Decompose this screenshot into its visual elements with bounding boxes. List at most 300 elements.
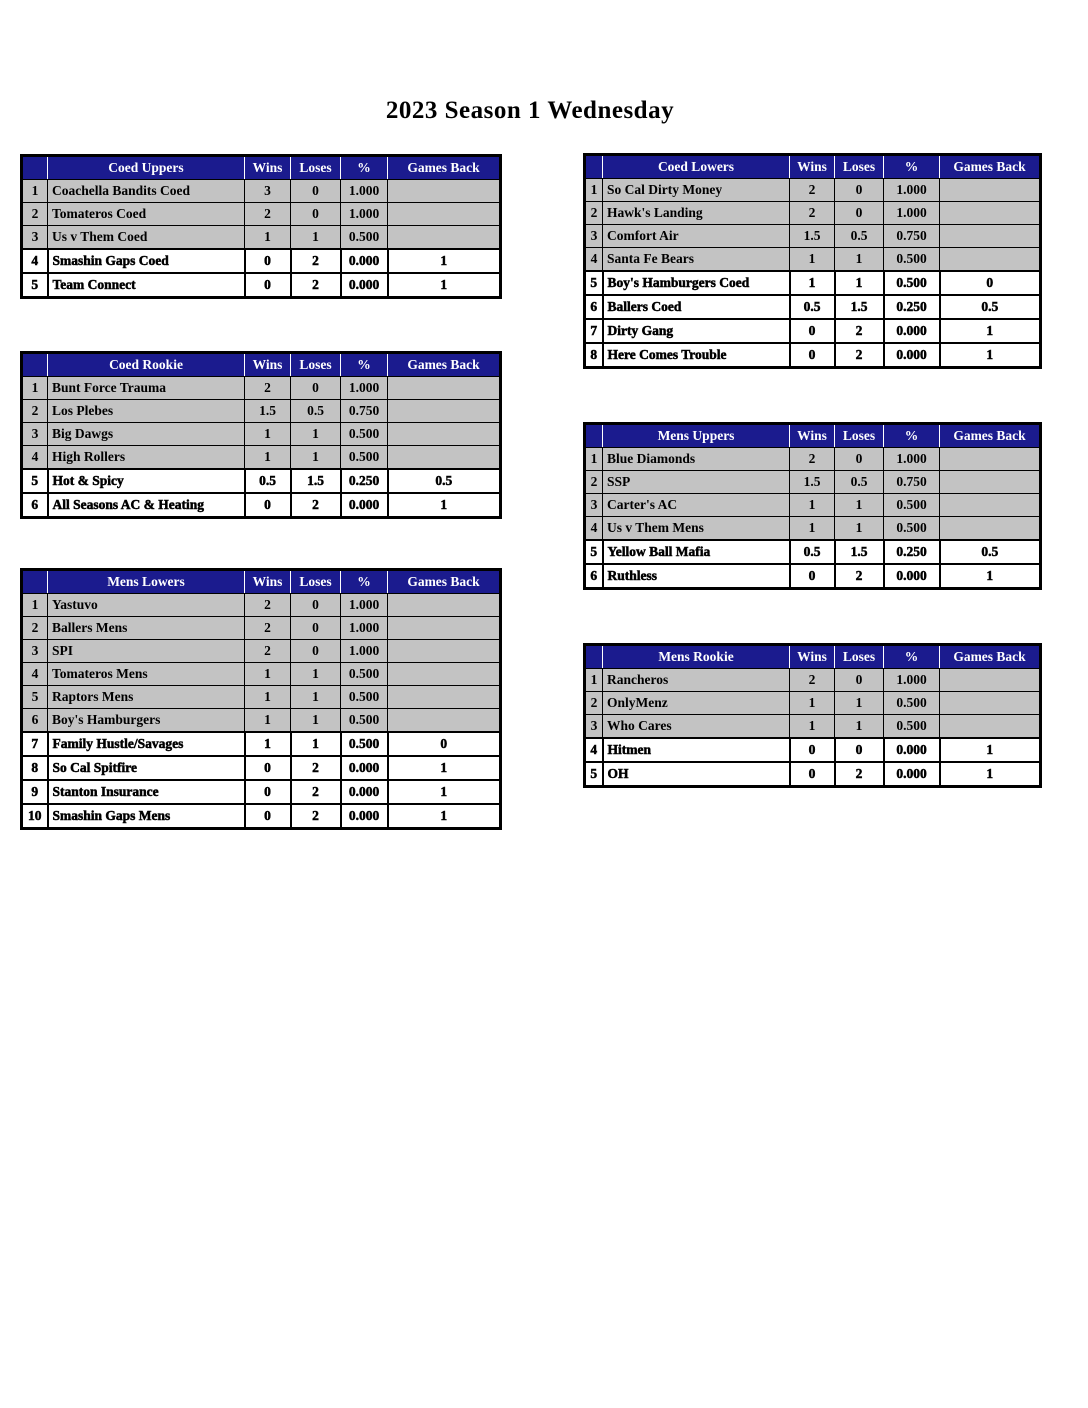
division-title: Coed Lowers bbox=[603, 155, 790, 179]
table-row bbox=[22, 203, 501, 226]
wins-value: 0.5 bbox=[790, 295, 835, 319]
row-rank: 7 bbox=[585, 319, 603, 343]
table-row bbox=[22, 617, 501, 640]
games-back-value bbox=[940, 715, 1041, 739]
row-rank: 9 bbox=[22, 780, 48, 804]
wins-value: 1 bbox=[245, 446, 291, 470]
header-row bbox=[22, 353, 501, 377]
games-back-header: Games Back bbox=[940, 645, 1041, 669]
games-back-value bbox=[388, 203, 501, 226]
row-rank: 3 bbox=[22, 640, 48, 663]
loses-value: 2 bbox=[835, 343, 884, 368]
table-row bbox=[22, 780, 501, 804]
table-row bbox=[22, 709, 501, 733]
loses-value: 1 bbox=[835, 271, 884, 295]
wins-value: 0 bbox=[245, 804, 291, 829]
loses-header: Loses bbox=[835, 155, 884, 179]
loses-value: 2 bbox=[291, 804, 341, 829]
row-rank: 1 bbox=[22, 180, 48, 203]
games-back-value: 1 bbox=[940, 738, 1041, 762]
team-name: Stanton Insurance bbox=[48, 780, 245, 804]
team-name: Coachella Bandits Coed bbox=[48, 180, 245, 203]
wins-value: 0 bbox=[245, 756, 291, 780]
table-row bbox=[22, 273, 501, 298]
header-row bbox=[585, 424, 1041, 448]
wins-header: Wins bbox=[790, 645, 835, 669]
loses-value: 0 bbox=[835, 202, 884, 225]
loses-value: 0 bbox=[835, 738, 884, 762]
division-title: Mens Lowers bbox=[48, 570, 245, 594]
loses-value: 2 bbox=[291, 249, 341, 273]
wins-value: 0 bbox=[790, 564, 835, 589]
pct-value: 0.500 bbox=[341, 226, 388, 250]
team-name: Us v Them Coed bbox=[48, 226, 245, 250]
games-back-value bbox=[940, 179, 1041, 202]
standings-table-mens-lowers bbox=[20, 568, 502, 830]
games-back-header: Games Back bbox=[388, 156, 501, 180]
games-back-value: 1 bbox=[940, 319, 1041, 343]
pct-value: 0.000 bbox=[884, 738, 940, 762]
team-name: SSP bbox=[603, 471, 790, 494]
loses-value: 0.5 bbox=[835, 471, 884, 494]
team-name: Raptors Mens bbox=[48, 686, 245, 709]
pct-header: % bbox=[341, 353, 388, 377]
loses-value: 1.5 bbox=[835, 295, 884, 319]
loses-value: 2 bbox=[291, 780, 341, 804]
wins-value: 3 bbox=[245, 180, 291, 203]
row-rank: 5 bbox=[22, 686, 48, 709]
standings-table-coed-rookie bbox=[20, 351, 502, 519]
games-back-value bbox=[940, 448, 1041, 471]
row-rank: 3 bbox=[22, 226, 48, 250]
team-name: Team Connect bbox=[48, 273, 245, 298]
loses-value: 1 bbox=[291, 226, 341, 250]
table-row bbox=[585, 517, 1041, 541]
team-name: Santa Fe Bears bbox=[603, 248, 790, 272]
loses-header: Loses bbox=[291, 156, 341, 180]
team-name: Carter's AC bbox=[603, 494, 790, 517]
pct-value: 0.000 bbox=[884, 343, 940, 368]
games-back-value bbox=[388, 594, 501, 617]
rank-header bbox=[22, 353, 48, 377]
team-name: SPI bbox=[48, 640, 245, 663]
team-name: Ruthless bbox=[603, 564, 790, 589]
pct-value: 1.000 bbox=[341, 640, 388, 663]
pct-value: 0.000 bbox=[341, 780, 388, 804]
table-row bbox=[585, 471, 1041, 494]
row-rank: 6 bbox=[22, 709, 48, 733]
pct-value: 1.000 bbox=[884, 448, 940, 471]
table-row bbox=[585, 319, 1041, 343]
wins-header: Wins bbox=[245, 353, 291, 377]
wins-value: 2 bbox=[245, 203, 291, 226]
pct-header: % bbox=[884, 645, 940, 669]
loses-header: Loses bbox=[835, 424, 884, 448]
loses-value: 2 bbox=[835, 564, 884, 589]
team-name: Smashin Gaps Coed bbox=[48, 249, 245, 273]
table-row bbox=[22, 640, 501, 663]
pct-value: 1.000 bbox=[341, 203, 388, 226]
wins-value: 1 bbox=[790, 692, 835, 715]
row-rank: 4 bbox=[22, 249, 48, 273]
games-back-value: 1 bbox=[388, 804, 501, 829]
games-back-value bbox=[940, 494, 1041, 517]
wins-value: 0 bbox=[245, 780, 291, 804]
team-name: Tomateros Coed bbox=[48, 203, 245, 226]
table-row bbox=[585, 564, 1041, 589]
wins-value: 0 bbox=[245, 493, 291, 518]
pct-value: 0.500 bbox=[341, 732, 388, 756]
wins-value: 1 bbox=[790, 248, 835, 272]
wins-header: Wins bbox=[790, 424, 835, 448]
team-name: High Rollers bbox=[48, 446, 245, 470]
row-rank: 5 bbox=[22, 469, 48, 493]
team-name: Bunt Force Trauma bbox=[48, 377, 245, 400]
pct-value: 0.500 bbox=[341, 709, 388, 733]
pct-value: 0.750 bbox=[884, 471, 940, 494]
loses-value: 1 bbox=[835, 517, 884, 541]
row-rank: 8 bbox=[585, 343, 603, 368]
pct-header: % bbox=[884, 424, 940, 448]
games-back-value bbox=[388, 180, 501, 203]
loses-value: 0 bbox=[291, 617, 341, 640]
pct-value: 0.500 bbox=[341, 686, 388, 709]
wins-value: 2 bbox=[245, 594, 291, 617]
table-row bbox=[22, 469, 501, 493]
team-name: Los Plebes bbox=[48, 400, 245, 423]
rank-header bbox=[585, 424, 603, 448]
wins-value: 1 bbox=[790, 715, 835, 739]
games-back-header: Games Back bbox=[388, 570, 501, 594]
games-back-value bbox=[940, 202, 1041, 225]
team-name: Yellow Ball Mafia bbox=[603, 540, 790, 564]
table-row bbox=[585, 225, 1041, 248]
row-rank: 2 bbox=[22, 203, 48, 226]
rank-header bbox=[585, 645, 603, 669]
row-rank: 2 bbox=[585, 471, 603, 494]
pct-value: 1.000 bbox=[884, 202, 940, 225]
wins-value: 0 bbox=[790, 319, 835, 343]
wins-value: 2 bbox=[790, 202, 835, 225]
loses-value: 1 bbox=[291, 686, 341, 709]
team-name: Dirty Gang bbox=[603, 319, 790, 343]
wins-header: Wins bbox=[245, 570, 291, 594]
table-row bbox=[585, 540, 1041, 564]
team-name: OH bbox=[603, 762, 790, 787]
games-back-value: 1 bbox=[388, 780, 501, 804]
wins-value: 1 bbox=[790, 494, 835, 517]
pct-value: 0.750 bbox=[884, 225, 940, 248]
wins-value: 1 bbox=[790, 517, 835, 541]
row-rank: 2 bbox=[22, 617, 48, 640]
division-title: Coed Rookie bbox=[48, 353, 245, 377]
games-back-value: 1 bbox=[940, 762, 1041, 787]
table-row bbox=[585, 494, 1041, 517]
wins-value: 1.5 bbox=[245, 400, 291, 423]
table-row bbox=[22, 594, 501, 617]
pct-value: 0.500 bbox=[884, 248, 940, 272]
rank-header bbox=[585, 155, 603, 179]
row-rank: 1 bbox=[585, 669, 603, 692]
pct-value: 1.000 bbox=[884, 179, 940, 202]
division-title: Coed Uppers bbox=[48, 156, 245, 180]
team-name: Blue Diamonds bbox=[603, 448, 790, 471]
division-title: Mens Rookie bbox=[603, 645, 790, 669]
loses-value: 1 bbox=[835, 248, 884, 272]
wins-value: 0 bbox=[245, 273, 291, 298]
games-back-value bbox=[388, 377, 501, 400]
games-back-value bbox=[388, 663, 501, 686]
table-row bbox=[22, 804, 501, 829]
games-back-value bbox=[388, 709, 501, 733]
row-rank: 4 bbox=[22, 446, 48, 470]
games-back-value bbox=[940, 669, 1041, 692]
wins-value: 1 bbox=[245, 423, 291, 446]
loses-value: 1.5 bbox=[835, 540, 884, 564]
wins-value: 2 bbox=[245, 377, 291, 400]
loses-value: 0 bbox=[291, 594, 341, 617]
row-rank: 10 bbox=[22, 804, 48, 829]
division-title: Mens Uppers bbox=[603, 424, 790, 448]
pct-value: 0.000 bbox=[884, 564, 940, 589]
games-back-header: Games Back bbox=[940, 155, 1041, 179]
games-back-value bbox=[388, 686, 501, 709]
games-back-value bbox=[940, 517, 1041, 541]
standings-table-coed-uppers bbox=[20, 154, 502, 299]
loses-value: 1 bbox=[291, 709, 341, 733]
pct-value: 0.500 bbox=[884, 494, 940, 517]
row-rank: 5 bbox=[22, 273, 48, 298]
team-name: All Seasons AC & Heating bbox=[48, 493, 245, 518]
table-row bbox=[22, 377, 501, 400]
row-rank: 3 bbox=[585, 225, 603, 248]
table-row bbox=[585, 202, 1041, 225]
wins-value: 2 bbox=[790, 179, 835, 202]
games-back-value: 0.5 bbox=[940, 540, 1041, 564]
wins-value: 1 bbox=[245, 709, 291, 733]
table-row bbox=[22, 686, 501, 709]
games-back-value bbox=[388, 640, 501, 663]
pct-value: 0.000 bbox=[884, 762, 940, 787]
loses-value: 0.5 bbox=[835, 225, 884, 248]
games-back-value bbox=[388, 617, 501, 640]
header-row bbox=[22, 570, 501, 594]
games-back-value: 1 bbox=[940, 343, 1041, 368]
games-back-value bbox=[388, 423, 501, 446]
loses-value: 2 bbox=[291, 493, 341, 518]
loses-value: 0 bbox=[835, 179, 884, 202]
loses-header: Loses bbox=[291, 353, 341, 377]
pct-value: 1.000 bbox=[341, 377, 388, 400]
wins-value: 2 bbox=[245, 640, 291, 663]
pct-value: 0.500 bbox=[884, 271, 940, 295]
table-row bbox=[585, 271, 1041, 295]
wins-value: 1 bbox=[790, 271, 835, 295]
games-back-value: 1 bbox=[388, 249, 501, 273]
table-row bbox=[585, 692, 1041, 715]
loses-header: Loses bbox=[291, 570, 341, 594]
team-name: Ballers Coed bbox=[603, 295, 790, 319]
team-name: Comfort Air bbox=[603, 225, 790, 248]
wins-value: 1 bbox=[245, 663, 291, 686]
loses-header: Loses bbox=[835, 645, 884, 669]
team-name: So Cal Spitfire bbox=[48, 756, 245, 780]
games-back-value bbox=[940, 471, 1041, 494]
pct-value: 0.500 bbox=[884, 692, 940, 715]
row-rank: 4 bbox=[585, 248, 603, 272]
table-row bbox=[22, 226, 501, 250]
wins-value: 2 bbox=[245, 617, 291, 640]
games-back-value bbox=[940, 248, 1041, 272]
table-row bbox=[585, 248, 1041, 272]
row-rank: 4 bbox=[585, 738, 603, 762]
team-name: Hitmen bbox=[603, 738, 790, 762]
table-row bbox=[585, 179, 1041, 202]
loses-value: 0 bbox=[835, 669, 884, 692]
team-name: Boy's Hamburgers bbox=[48, 709, 245, 733]
wins-header: Wins bbox=[245, 156, 291, 180]
row-rank: 4 bbox=[22, 663, 48, 686]
table-row bbox=[22, 493, 501, 518]
loses-value: 0 bbox=[291, 377, 341, 400]
team-name: Boy's Hamburgers Coed bbox=[603, 271, 790, 295]
table-row bbox=[22, 732, 501, 756]
team-name: Yastuvo bbox=[48, 594, 245, 617]
games-back-value bbox=[388, 446, 501, 470]
row-rank: 6 bbox=[585, 564, 603, 589]
games-back-value: 1 bbox=[388, 493, 501, 518]
pct-value: 0.750 bbox=[341, 400, 388, 423]
team-name: Smashin Gaps Mens bbox=[48, 804, 245, 829]
row-rank: 8 bbox=[22, 756, 48, 780]
table-row bbox=[22, 663, 501, 686]
wins-value: 0 bbox=[245, 249, 291, 273]
wins-value: 1 bbox=[245, 686, 291, 709]
team-name: OnlyMenz bbox=[603, 692, 790, 715]
pct-value: 0.500 bbox=[884, 517, 940, 541]
row-rank: 5 bbox=[585, 762, 603, 787]
row-rank: 2 bbox=[585, 692, 603, 715]
row-rank: 1 bbox=[585, 179, 603, 202]
wins-value: 1 bbox=[245, 226, 291, 250]
loses-value: 0 bbox=[835, 448, 884, 471]
row-rank: 1 bbox=[22, 377, 48, 400]
pct-value: 0.000 bbox=[341, 249, 388, 273]
team-name: So Cal Dirty Money bbox=[603, 179, 790, 202]
pct-header: % bbox=[341, 156, 388, 180]
standings-table-coed-lowers bbox=[583, 153, 1042, 369]
pct-value: 1.000 bbox=[884, 669, 940, 692]
team-name: Who Cares bbox=[603, 715, 790, 739]
table-row bbox=[585, 343, 1041, 368]
wins-value: 1.5 bbox=[790, 471, 835, 494]
pct-value: 0.000 bbox=[884, 319, 940, 343]
table-row bbox=[585, 448, 1041, 471]
table-row bbox=[585, 715, 1041, 739]
team-name: Family Hustle/Savages bbox=[48, 732, 245, 756]
wins-value: 0.5 bbox=[790, 540, 835, 564]
row-rank: 2 bbox=[22, 400, 48, 423]
table-row bbox=[585, 762, 1041, 787]
row-rank: 3 bbox=[585, 494, 603, 517]
wins-value: 0.5 bbox=[245, 469, 291, 493]
games-back-value bbox=[940, 225, 1041, 248]
loses-value: 0.5 bbox=[291, 400, 341, 423]
games-back-value: 1 bbox=[388, 273, 501, 298]
table-row bbox=[22, 423, 501, 446]
loses-value: 1 bbox=[291, 446, 341, 470]
team-name: Big Dawgs bbox=[48, 423, 245, 446]
pct-value: 1.000 bbox=[341, 180, 388, 203]
games-back-value: 1 bbox=[388, 756, 501, 780]
team-name: Us v Them Mens bbox=[603, 517, 790, 541]
wins-value: 0 bbox=[790, 762, 835, 787]
table-row bbox=[22, 249, 501, 273]
table-row bbox=[22, 180, 501, 203]
games-back-header: Games Back bbox=[940, 424, 1041, 448]
pct-value: 1.000 bbox=[341, 617, 388, 640]
pct-value: 0.000 bbox=[341, 756, 388, 780]
loses-value: 1 bbox=[291, 732, 341, 756]
wins-value: 0 bbox=[790, 343, 835, 368]
row-rank: 3 bbox=[22, 423, 48, 446]
rank-header bbox=[22, 156, 48, 180]
pct-header: % bbox=[884, 155, 940, 179]
wins-value: 1 bbox=[245, 732, 291, 756]
loses-value: 1 bbox=[835, 715, 884, 739]
header-row bbox=[585, 155, 1041, 179]
row-rank: 4 bbox=[585, 517, 603, 541]
pct-value: 0.000 bbox=[341, 273, 388, 298]
pct-value: 0.500 bbox=[341, 423, 388, 446]
standings-table-mens-uppers bbox=[583, 422, 1042, 590]
pct-value: 0.500 bbox=[341, 663, 388, 686]
table-row bbox=[585, 738, 1041, 762]
team-name: Hawk's Landing bbox=[603, 202, 790, 225]
pct-value: 1.000 bbox=[341, 594, 388, 617]
games-back-value: 1 bbox=[940, 564, 1041, 589]
wins-value: 1.5 bbox=[790, 225, 835, 248]
games-back-header: Games Back bbox=[388, 353, 501, 377]
games-back-value bbox=[940, 692, 1041, 715]
loses-value: 2 bbox=[835, 319, 884, 343]
header-row bbox=[585, 645, 1041, 669]
pct-value: 0.250 bbox=[884, 540, 940, 564]
pct-value: 0.000 bbox=[341, 804, 388, 829]
table-row bbox=[585, 295, 1041, 319]
team-name: Ballers Mens bbox=[48, 617, 245, 640]
loses-value: 2 bbox=[291, 273, 341, 298]
games-back-value bbox=[388, 226, 501, 250]
page-title: 2023 Season 1 Wednesday bbox=[385, 97, 675, 124]
team-name: Tomateros Mens bbox=[48, 663, 245, 686]
wins-header: Wins bbox=[790, 155, 835, 179]
row-rank: 1 bbox=[22, 594, 48, 617]
loses-value: 1 bbox=[291, 663, 341, 686]
team-name: Here Comes Trouble bbox=[603, 343, 790, 368]
wins-value: 2 bbox=[790, 448, 835, 471]
loses-value: 1 bbox=[291, 423, 341, 446]
games-back-value: 0.5 bbox=[388, 469, 501, 493]
loses-value: 0 bbox=[291, 203, 341, 226]
table-row bbox=[22, 446, 501, 470]
loses-value: 1.5 bbox=[291, 469, 341, 493]
row-rank: 6 bbox=[585, 295, 603, 319]
loses-value: 0 bbox=[291, 180, 341, 203]
pct-value: 0.500 bbox=[884, 715, 940, 739]
pct-value: 0.000 bbox=[341, 493, 388, 518]
row-rank: 5 bbox=[585, 271, 603, 295]
